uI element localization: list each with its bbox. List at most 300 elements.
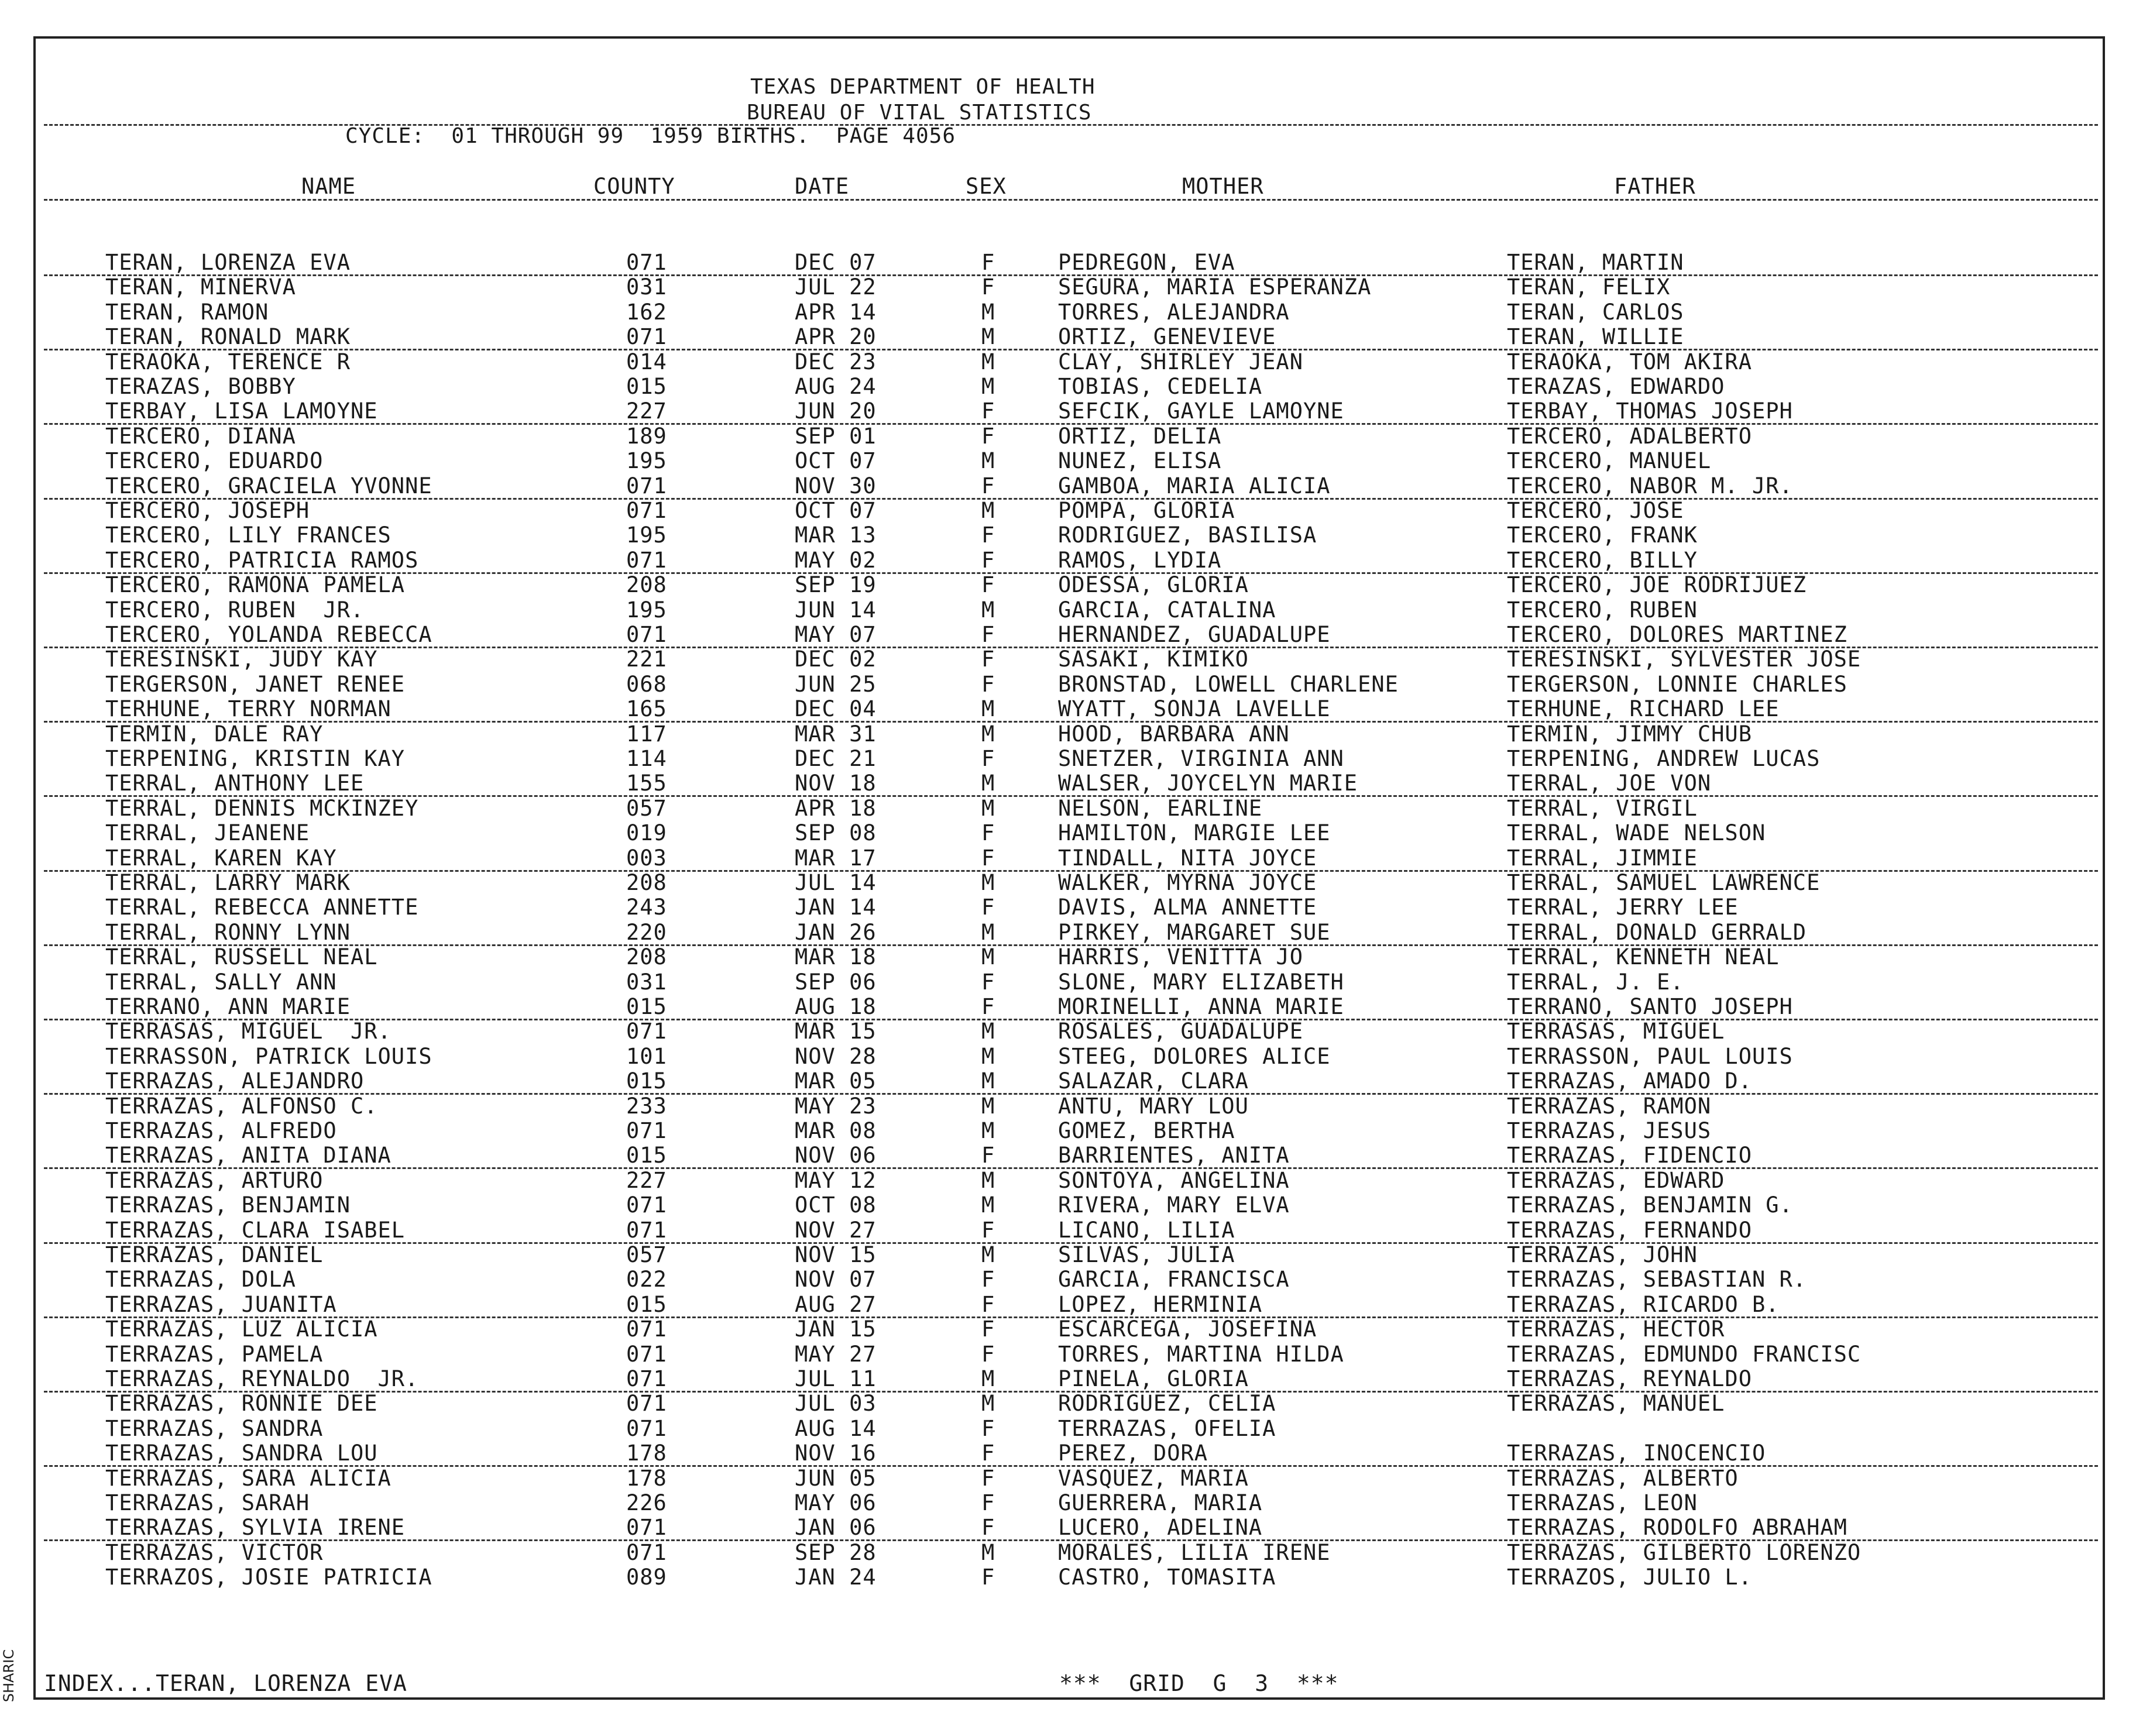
cell-county: 071 — [626, 1539, 667, 1565]
cell-sex: F — [981, 1515, 995, 1541]
cell-sex: M — [981, 1118, 995, 1143]
table-row — [0, 399, 2136, 424]
cell-name: TERCERO, DIANA — [105, 423, 296, 449]
cell-date: JUN 20 — [795, 398, 877, 424]
cell-father: TERRAL, WADE NELSON — [1507, 820, 1766, 846]
cell-county: 019 — [626, 820, 667, 846]
cell-date: NOV 06 — [795, 1143, 877, 1168]
cell-mother: RODRIGUEZ, CELIA — [1058, 1391, 1276, 1417]
cell-mother: TORRES, ALEJANDRA — [1058, 299, 1290, 325]
header-cycle: CYCLE: 01 THROUGH 99 1959 BIRTHS. PAGE 4056 — [345, 124, 956, 148]
cell-father: TERRAZAS, RICARDO B. — [1507, 1291, 1780, 1317]
cell-date: JUL 14 — [795, 870, 877, 895]
cell-father: TERRAL, JOE VON — [1507, 771, 1712, 796]
cell-county: 057 — [626, 795, 667, 821]
table-row — [0, 1193, 2136, 1218]
cell-name: TERAOKA, TERENCE R — [105, 349, 351, 374]
table-row — [0, 548, 2136, 573]
cell-father: TERRAZAS, RODOLFO ABRAHAM — [1507, 1515, 1847, 1541]
cell-county: 226 — [626, 1490, 667, 1515]
cell-mother: TINDALL, NITA JOYCE — [1058, 845, 1317, 871]
table-row — [0, 1515, 2136, 1541]
table-row — [0, 499, 2136, 524]
cell-sex: M — [981, 498, 995, 523]
cell-county: 221 — [626, 647, 667, 672]
cell-mother: GARCIA, CATALINA — [1058, 597, 1276, 623]
table-row — [0, 1094, 2136, 1119]
cell-father: TERRAZAS, FIDENCIO — [1507, 1143, 1752, 1168]
cell-father: TERRAZAS, FERNANDO — [1507, 1217, 1752, 1243]
cell-name: TERRAZAS, ARTURO — [105, 1167, 324, 1193]
cell-father: TERAN, WILLIE — [1507, 324, 1684, 350]
cell-mother: ODESSA, GLORIA — [1058, 572, 1249, 598]
cell-date: JUN 05 — [795, 1465, 877, 1491]
cell-name: TERAN, LORENZA EVA — [105, 250, 351, 275]
table-row — [0, 449, 2136, 474]
cell-name: TERRAZAS, DOLA — [105, 1267, 296, 1292]
cell-date: JUL 11 — [795, 1366, 877, 1391]
cell-sex: F — [981, 969, 995, 995]
cell-date: MAR 13 — [795, 522, 877, 548]
cell-county: 089 — [626, 1565, 667, 1590]
cell-date: DEC 21 — [795, 746, 877, 771]
cell-mother: ESCARCEGA, JOSEFINA — [1058, 1316, 1317, 1342]
cell-name: TERBAY, LISA LAMOYNE — [105, 398, 378, 424]
cell-father: TERRAL, SAMUEL LAWRENCE — [1507, 870, 1821, 895]
cell-sex: M — [981, 1167, 995, 1193]
cell-father: TERGERSON, LONNIE CHARLES — [1507, 671, 1847, 697]
cell-father: TERCERO, BILLY — [1507, 547, 1698, 573]
cell-mother: HARRIS, VENITTA JO — [1058, 944, 1303, 970]
cell-mother: SONTOYA, ANGELINA — [1058, 1167, 1290, 1193]
cell-name: TERRAZAS, ALFREDO — [105, 1118, 337, 1143]
cell-county: 189 — [626, 423, 667, 449]
cell-father: TERESINSKI, SYLVESTER JOSE — [1507, 647, 1862, 672]
table-row — [0, 821, 2136, 846]
cell-father: TERAN, MARTIN — [1507, 250, 1684, 275]
cell-father: TERCERO, FRANK — [1507, 522, 1698, 548]
cell-county: 071 — [626, 1341, 667, 1367]
table-row — [0, 424, 2136, 449]
cell-date: JUL 22 — [795, 274, 877, 300]
cell-father: TERRAZAS, REYNALDO — [1507, 1366, 1752, 1391]
cell-date: MAR 05 — [795, 1068, 877, 1094]
cell-name: TERRAZAS, SYLVIA IRENE — [105, 1515, 406, 1541]
cell-mother: SILVAS, JULIA — [1058, 1242, 1235, 1267]
cell-date: OCT 08 — [795, 1192, 877, 1218]
cell-name: TERMIN, DALE RAY — [105, 721, 324, 747]
cell-father: TERAN, CARLOS — [1507, 299, 1684, 325]
cell-father: TERRAZAS, EDMUNDO FRANCISC — [1507, 1341, 1862, 1367]
cell-sex: M — [981, 1019, 995, 1044]
header-rule — [44, 124, 2098, 126]
cell-county: 071 — [626, 622, 667, 647]
cell-father: TERRAL, J. E. — [1507, 969, 1684, 995]
cell-sex: F — [981, 423, 995, 449]
cell-mother: MORINELLI, ANNA MARIE — [1058, 994, 1344, 1019]
table-row — [0, 598, 2136, 623]
cell-sex: F — [981, 647, 995, 672]
cell-sex: F — [981, 398, 995, 424]
table-row — [0, 995, 2136, 1020]
column-header-sex: SEX — [966, 174, 1007, 199]
table-row — [0, 920, 2136, 946]
cell-sex: F — [981, 1267, 995, 1292]
column-header-county: COUNTY — [593, 174, 675, 199]
cell-date: APR 18 — [795, 795, 877, 821]
cell-date: SEP 08 — [795, 820, 877, 846]
cell-father: TERRAL, JIMMIE — [1507, 845, 1698, 871]
cell-sex: F — [981, 820, 995, 846]
cell-name: TERRAZAS, REYNALDO JR. — [105, 1366, 419, 1391]
cell-county: 195 — [626, 522, 667, 548]
table-row — [0, 573, 2136, 598]
cell-father: TERMIN, JIMMY CHUB — [1507, 721, 1752, 747]
cell-county: 071 — [626, 1118, 667, 1143]
cell-name: TERRAZAS, LUZ ALICIA — [105, 1316, 378, 1342]
cell-date: NOV 16 — [795, 1441, 877, 1466]
cell-mother: CASTRO, TOMASITA — [1058, 1565, 1276, 1590]
cell-county: 015 — [626, 374, 667, 399]
cell-father: TERRAZAS, MANUEL — [1507, 1391, 1725, 1417]
cell-date: JAN 24 — [795, 1565, 877, 1590]
cell-sex: F — [981, 845, 995, 871]
table-row — [0, 1441, 2136, 1466]
cell-sex: F — [981, 994, 995, 1019]
table-row — [0, 1243, 2136, 1268]
table-row — [0, 1119, 2136, 1144]
cell-sex: M — [981, 448, 995, 474]
cell-name: TERGERSON, JANET RENEE — [105, 671, 406, 697]
cell-date: JUL 03 — [795, 1391, 877, 1417]
cell-name: TERPENING, KRISTIN KAY — [105, 746, 406, 771]
cell-name: TERRASAS, MIGUEL JR. — [105, 1019, 392, 1044]
cell-father: TERRAZAS, BENJAMIN G. — [1507, 1192, 1793, 1218]
cell-county: 195 — [626, 597, 667, 623]
cell-mother: PIRKEY, MARGARET SUE — [1058, 919, 1331, 945]
cell-sex: F — [981, 522, 995, 548]
cell-sex: M — [981, 919, 995, 945]
cell-sex: M — [981, 1068, 995, 1094]
table-row — [0, 970, 2136, 995]
table-row — [0, 697, 2136, 722]
cell-mother: NUNEZ, ELISA — [1058, 448, 1222, 474]
cell-date: JAN 15 — [795, 1316, 877, 1342]
cell-sex: F — [981, 622, 995, 647]
table-row — [0, 1069, 2136, 1094]
cell-date: MAR 18 — [795, 944, 877, 970]
cell-name: TERCERO, EDUARDO — [105, 448, 324, 474]
cell-father: TERCERO, DOLORES MARTINEZ — [1507, 622, 1847, 647]
cell-date: OCT 07 — [795, 448, 877, 474]
cell-county: 071 — [626, 1415, 667, 1441]
cell-name: TERRAZAS, BENJAMIN — [105, 1192, 351, 1218]
cell-mother: VASQUEZ, MARIA — [1058, 1465, 1249, 1491]
cell-mother: WALKER, MYRNA JOYCE — [1058, 870, 1317, 895]
column-header-father: FATHER — [1614, 174, 1696, 199]
cell-sex: F — [981, 1341, 995, 1367]
cell-county: 227 — [626, 398, 667, 424]
cell-mother: LOPEZ, HERMINIA — [1058, 1291, 1263, 1317]
cell-name: TERRAZAS, DANIEL — [105, 1242, 324, 1267]
cell-date: AUG 14 — [795, 1415, 877, 1441]
table-row — [0, 1565, 2136, 1590]
cell-county: 162 — [626, 299, 667, 325]
table-row — [0, 350, 2136, 375]
cell-mother: NELSON, EARLINE — [1058, 795, 1263, 821]
cell-sex: M — [981, 870, 995, 895]
table-row — [0, 895, 2136, 920]
cell-father: TERBAY, THOMAS JOSEPH — [1507, 398, 1793, 424]
cell-mother: ORTIZ, GENEVIEVE — [1058, 324, 1276, 350]
cell-county: 071 — [626, 1391, 667, 1417]
cell-father: TERCERO, NABOR M. JR. — [1507, 473, 1793, 499]
cell-sex: M — [981, 1043, 995, 1069]
cell-sex: F — [981, 1316, 995, 1342]
table-row — [0, 1143, 2136, 1168]
table-row — [0, 1367, 2136, 1392]
table-row — [0, 1417, 2136, 1442]
cell-father: TERRAZAS, JESUS — [1507, 1118, 1712, 1143]
cell-father: TERCERO, ADALBERTO — [1507, 423, 1752, 449]
cell-mother: RAMOS, LYDIA — [1058, 547, 1222, 573]
cell-mother: WYATT, SONJA LAVELLE — [1058, 696, 1331, 722]
cell-name: TERCERO, JOSEPH — [105, 498, 310, 523]
table-row — [0, 647, 2136, 672]
cell-county: 015 — [626, 994, 667, 1019]
cell-date: DEC 07 — [795, 250, 877, 275]
table-row — [0, 300, 2136, 325]
cell-name: TERRAZAS, SARAH — [105, 1490, 310, 1515]
cell-mother: GARCIA, FRANCISCA — [1058, 1267, 1290, 1292]
cell-name: TERRAZAS, SANDRA LOU — [105, 1441, 378, 1466]
cell-mother: MORALES, LILIA IRENE — [1058, 1539, 1331, 1565]
side-stamp — [0, 1644, 23, 1703]
cell-name: TERRAL, RONNY LYNN — [105, 919, 351, 945]
cell-county: 068 — [626, 671, 667, 697]
cell-father: TERAOKA, TOM AKIRA — [1507, 349, 1752, 374]
cell-county: 071 — [626, 1217, 667, 1243]
cell-sex: M — [981, 349, 995, 374]
table-row — [0, 1317, 2136, 1342]
cell-date: MAY 02 — [795, 547, 877, 573]
cell-sex: F — [981, 1490, 995, 1515]
cell-father: TERRAZOS, JULIO L. — [1507, 1565, 1752, 1590]
cell-county: 243 — [626, 895, 667, 920]
header-bureau: BUREAU OF VITAL STATISTICS — [747, 101, 1092, 125]
cell-mother: BRONSTAD, LOWELL CHARLENE — [1058, 671, 1399, 697]
cell-county: 208 — [626, 944, 667, 970]
cell-sex: F — [981, 547, 995, 573]
table-row — [0, 771, 2136, 796]
cell-date: AUG 27 — [795, 1291, 877, 1317]
cell-mother: SALAZAR, CLARA — [1058, 1068, 1249, 1094]
cell-father: TERAN, FELIX — [1507, 274, 1671, 300]
cell-sex: M — [981, 771, 995, 796]
cell-sex: M — [981, 324, 995, 350]
cell-mother: WALSER, JOYCELYN MARIE — [1058, 771, 1358, 796]
cell-father: TERAZAS, EDWARDO — [1507, 374, 1725, 399]
cell-name: TERRAL, DENNIS MCKINZEY — [105, 795, 419, 821]
cell-mother: TOBIAS, CEDELIA — [1058, 374, 1263, 399]
cell-date: MAR 15 — [795, 1019, 877, 1044]
table-row — [0, 1541, 2136, 1566]
cell-date: AUG 24 — [795, 374, 877, 399]
cell-name: TERRAZAS, SANDRA — [105, 1415, 324, 1441]
cell-county: 071 — [626, 1316, 667, 1342]
cell-name: TERRAL, SALLY ANN — [105, 969, 337, 995]
cell-county: 015 — [626, 1068, 667, 1094]
cell-sex: M — [981, 1093, 995, 1119]
cell-date: APR 14 — [795, 299, 877, 325]
cell-mother: ORTIZ, DELIA — [1058, 423, 1222, 449]
cell-county: 208 — [626, 572, 667, 598]
cell-father: TERCERO, RUBEN — [1507, 597, 1698, 623]
cell-name: TERRANO, ANN MARIE — [105, 994, 351, 1019]
cell-sex: F — [981, 671, 995, 697]
cell-name: TERRAZAS, JUANITA — [105, 1291, 337, 1317]
cell-name: TERAN, RAMON — [105, 299, 269, 325]
cell-father: TERRASSON, PAUL LOUIS — [1507, 1043, 1793, 1069]
cell-date: MAR 31 — [795, 721, 877, 747]
cell-father: TERRASAS, MIGUEL — [1507, 1019, 1725, 1044]
cell-name: TERRAZOS, JOSIE PATRICIA — [105, 1565, 432, 1590]
cell-name: TERHUNE, TERRY NORMAN — [105, 696, 392, 722]
cell-name: TERRAZAS, PAMELA — [105, 1341, 324, 1367]
cell-name: TERRAL, LARRY MARK — [105, 870, 351, 895]
cell-mother: BARRIENTES, ANITA — [1058, 1143, 1290, 1168]
cell-sex: M — [981, 721, 995, 747]
table-row — [0, 523, 2136, 548]
cell-county: 178 — [626, 1441, 667, 1466]
cell-sex: F — [981, 1415, 995, 1441]
cell-mother: SLONE, MARY ELIZABETH — [1058, 969, 1344, 995]
cell-sex: M — [981, 1539, 995, 1565]
cell-county: 031 — [626, 969, 667, 995]
cell-mother: TORRES, MARTINA HILDA — [1058, 1341, 1344, 1367]
cell-sex: M — [981, 1391, 995, 1417]
table-row — [0, 1044, 2136, 1070]
cell-county: 071 — [626, 1515, 667, 1541]
cell-sex: M — [981, 1192, 995, 1218]
cell-county: 071 — [626, 498, 667, 523]
cell-sex: F — [981, 1441, 995, 1466]
cell-mother: TERRAZAS, OFELIA — [1058, 1415, 1276, 1441]
cell-father: TERRAZAS, HECTOR — [1507, 1316, 1725, 1342]
cell-county: 071 — [626, 324, 667, 350]
cell-mother: HAMILTON, MARGIE LEE — [1058, 820, 1331, 846]
cell-date: MAR 17 — [795, 845, 877, 871]
cell-mother: SASAKI, KIMIKO — [1058, 647, 1249, 672]
cell-name: TERRAZAS, ALFONSO C. — [105, 1093, 378, 1119]
cell-name: TERRAL, REBECCA ANNETTE — [105, 895, 419, 920]
cell-date: NOV 30 — [795, 473, 877, 499]
table-row — [0, 1491, 2136, 1516]
cell-father: TERRAZAS, AMADO D. — [1507, 1068, 1752, 1094]
cell-father: TERRAZAS, SEBASTIAN R. — [1507, 1267, 1807, 1292]
cell-name: TERRAZAS, ALEJANDRO — [105, 1068, 365, 1094]
cell-mother: LUCERO, ADELINA — [1058, 1515, 1263, 1541]
cell-county: 071 — [626, 250, 667, 275]
cell-date: SEP 19 — [795, 572, 877, 598]
cell-name: TERAN, RONALD MARK — [105, 324, 351, 350]
cell-sex: M — [981, 1242, 995, 1267]
cell-county: 155 — [626, 771, 667, 796]
table-row — [0, 325, 2136, 350]
table-row — [0, 871, 2136, 896]
cell-mother: GOMEZ, BERTHA — [1058, 1118, 1235, 1143]
table-row — [0, 374, 2136, 400]
cell-father: TERRAZAS, JOHN — [1507, 1242, 1698, 1267]
footer-grid: *** GRID G 3 *** — [1059, 1670, 1339, 1696]
cell-date: MAY 27 — [795, 1341, 877, 1367]
cell-date: DEC 02 — [795, 647, 877, 672]
cell-county: 220 — [626, 919, 667, 945]
cell-county: 178 — [626, 1465, 667, 1491]
cell-father: TERRAL, VIRGIL — [1507, 795, 1698, 821]
cell-father: TERCERO, JOSE — [1507, 498, 1684, 523]
column-header-mother: MOTHER — [1182, 174, 1264, 199]
cell-mother: CLAY, SHIRLEY JEAN — [1058, 349, 1303, 374]
cell-mother: ROSALES, GUADALUPE — [1058, 1019, 1303, 1044]
cell-sex: F — [981, 1143, 995, 1168]
cell-father: TERRAZAS, INOCENCIO — [1507, 1441, 1766, 1466]
table-row — [0, 796, 2136, 821]
cell-county: 165 — [626, 696, 667, 722]
cell-name: TERCERO, RAMONA PAMELA — [105, 572, 406, 598]
table-row — [0, 1168, 2136, 1194]
table-row — [0, 1019, 2136, 1044]
cell-mother: DAVIS, ALMA ANNETTE — [1058, 895, 1317, 920]
header-department: TEXAS DEPARTMENT OF HEALTH — [750, 75, 1096, 99]
cell-mother: SNETZER, VIRGINIA ANN — [1058, 746, 1344, 771]
cell-sex: F — [981, 274, 995, 300]
cell-date: JUN 14 — [795, 597, 877, 623]
cell-sex: F — [981, 1465, 995, 1491]
cell-name: TERRAZAS, RONNIE DEE — [105, 1391, 378, 1417]
cell-county: 015 — [626, 1143, 667, 1168]
cell-sex: F — [981, 250, 995, 275]
cell-name: TERCERO, YOLANDA REBECCA — [105, 622, 432, 647]
cell-father: TERRAZAS, ALBERTO — [1507, 1465, 1739, 1491]
cell-mother: PEDREGON, EVA — [1058, 250, 1235, 275]
cell-date: MAR 08 — [795, 1118, 877, 1143]
table-row — [0, 623, 2136, 648]
cell-county: 071 — [626, 1366, 667, 1391]
cell-date: NOV 27 — [795, 1217, 877, 1243]
cell-county: 014 — [626, 349, 667, 374]
table-row — [0, 1466, 2136, 1491]
cell-county: 071 — [626, 1019, 667, 1044]
cell-name: TERRAZAS, VICTOR — [105, 1539, 324, 1565]
cell-father: TERRAZAS, LEON — [1507, 1490, 1698, 1515]
cell-mother: SEFCIK, GAYLE LAMOYNE — [1058, 398, 1344, 424]
cell-county: 101 — [626, 1043, 667, 1069]
cell-father: TERCERO, JOE RODRIJUEZ — [1507, 572, 1807, 598]
cell-county: 071 — [626, 473, 667, 499]
cell-date: SEP 28 — [795, 1539, 877, 1565]
cell-name: TERRAL, JEANENE — [105, 820, 310, 846]
cell-date: MAY 06 — [795, 1490, 877, 1515]
cell-county: 208 — [626, 870, 667, 895]
cell-date: SEP 06 — [795, 969, 877, 995]
cell-sex: F — [981, 1565, 995, 1590]
cell-name: TERAN, MINERVA — [105, 274, 296, 300]
column-header-name: NAME — [301, 174, 356, 199]
cell-name: TERRAL, KAREN KAY — [105, 845, 337, 871]
cell-father: TERRAL, DONALD GERRALD — [1507, 919, 1807, 945]
cell-date: NOV 15 — [795, 1242, 877, 1267]
